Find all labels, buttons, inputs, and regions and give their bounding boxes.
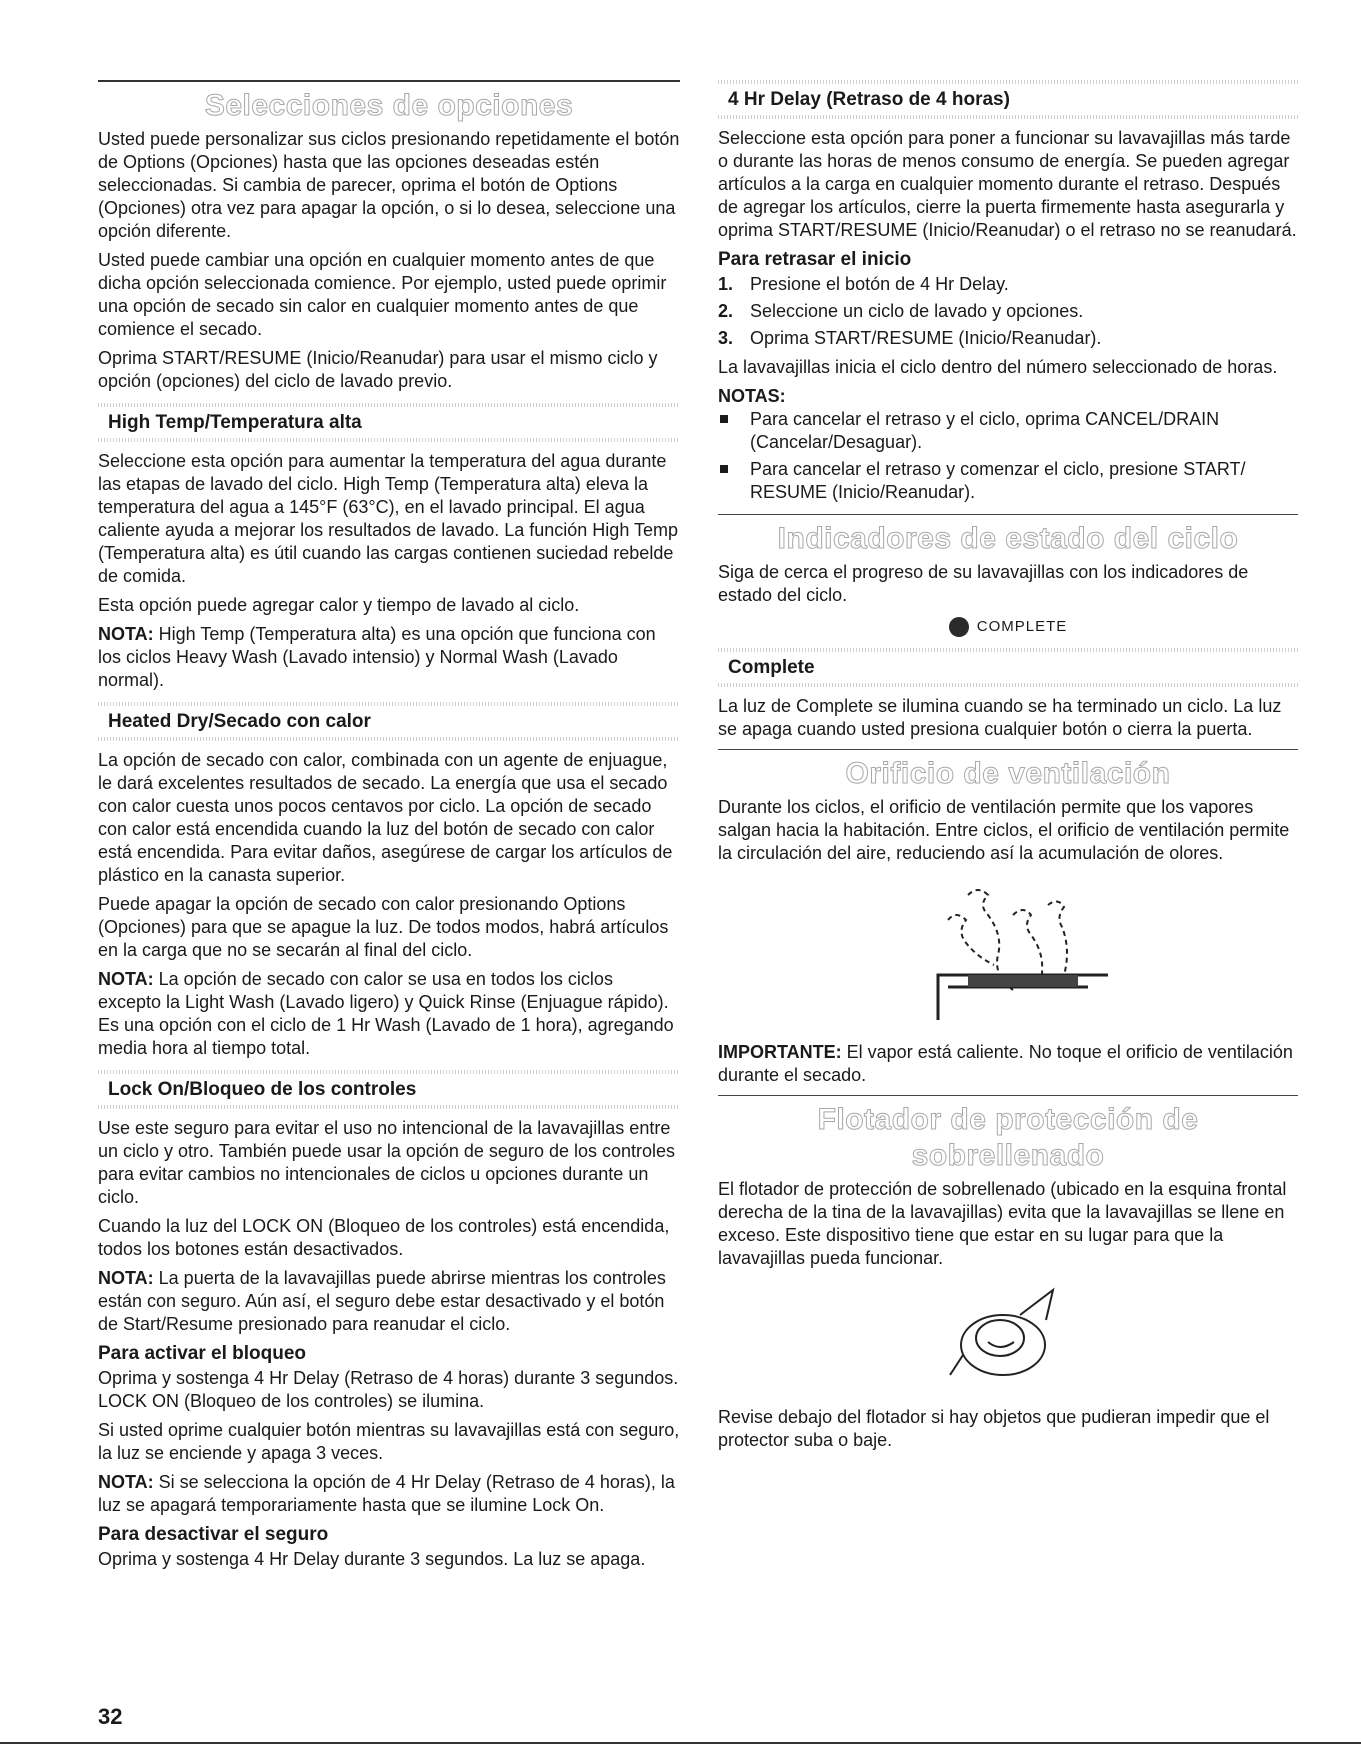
important-label: IMPORTANTE: [718,1042,842,1062]
notes-label: NOTAS: [718,386,786,406]
subhead-4hr-delay: 4 Hr Delay (Retraso de 4 horas) [718,80,1298,119]
step-text: Seleccione un ciclo de lavado y opciones. [750,301,1084,321]
complete-paragraph: La luz de Complete se ilumina cuando se ha terminado un ciclo. La luz se apaga cuando usted presiona cualquier botón o cierra la puerta. [718,696,1282,739]
heading-activate-lock: Para activar el bloqueo [98,1343,307,1364]
vent-illustration [718,875,1298,1031]
list-item [718,327,1298,350]
high-temp-paragraph: Seleccione esta opción para aumentar la temperatura del agua durante las etapas de lavado del ciclo. High Temp (Temperatura alta) eleva la temperatura del agua a 145°F (63°C), en el lavado principal. El agua caliente ayuda a mejorar los resultados de lavado. La función High Temp (Temperatura alta) es útil cuando las cargas contienen suciedad rebelde de comida. [98,451,679,586]
vent-paragraph: Durante los ciclos, el orificio de ventilación permite que los vapores salgan hacia la habitación. Entre ciclos, el orificio de ventilación permite la circulación del aire, reduciendo así la acumulación de olores. [718,797,1290,863]
bottom-rule [0,1742,1361,1744]
top-rule [98,80,680,82]
activate-note [98,1471,680,1517]
left-column [98,80,680,1577]
list-item [718,273,1298,296]
step-number: 2. [718,301,734,321]
subhead-heated-dry: Heated Dry/Secado con calor [98,702,680,741]
right-column [718,80,1298,1458]
note-text: Si se selecciona la opción de 4 Hr Delay (Retraso de 4 horas), la luz se apagará temporariamente hasta que se ilumine Lock On. [98,1472,675,1515]
activate-paragraph: Oprima y sostenga 4 Hr Delay (Retraso de 4 horas) durante 3 segundos. LOCK ON (Bloqueo de los controles) se ilumina. [98,1368,679,1411]
complete-indicator [718,615,1298,638]
list-item [718,300,1298,323]
delay-paragraph: Seleccione esta opción para poner a funcionar su lavavajillas más tarde o durante las horas de menos consumo de energía. Se pueden agregar artículos a la carga en cualquier momento durante el retraso. Después de agregar los artículos, cierre la puerta firmemente hasta asegurarla y oprima START/RESUME (Inicio/Reanudar) o el retraso no se reanudará. [718,128,1297,240]
page-number: 32 [98,1704,123,1729]
intro-paragraph: Usted puede cambiar una opción en cualquier momento antes de que dicha opción seleccionada comience. Por ejemplo, usted puede oprimir una opción de secado sin calor en cualquier momento antes de que comience el secado. [98,250,667,339]
delay-paragraph: La lavavajillas inicia el ciclo dentro del número seleccionado de horas. [718,357,1278,377]
step-number: 1. [718,274,734,294]
activate-paragraph: Si usted oprime cualquier botón mientras su lavavajillas está con seguro, la luz se enciende y apaga 3 veces. [98,1420,680,1463]
indicators-paragraph: Siga de cerca el progreso de su lavavajillas con los indicadores de estado del ciclo. [718,562,1249,605]
high-temp-note [98,623,680,692]
divider [718,514,1298,515]
section-title-options: Selecciones de opciones [204,89,574,122]
lock-on-paragraph: Cuando la luz del LOCK ON (Bloqueo de los controles) está encendida, todos los botones están desactivados. [98,1216,670,1259]
float-paragraph: El flotador de protección de sobrellenado (ubicado en la esquina frontal derecha de la tina de la lavavajillas) evita que la lavavajillas se llene en exceso. Este dispositivo tiene que estar en su lugar para que la lavavajillas pueda funcionar. [718,1179,1287,1268]
heated-dry-paragraph: Puede apagar la opción de secado con calor presionando Options (Opciones) para que se apague la luz. De todos modos, habrá artículos en la carga que no se secarán al final del ciclo. [98,894,669,960]
divider [718,749,1298,750]
steam-vent-icon [898,875,1118,1025]
note-text: High Temp (Temperatura alta) es una opción que funciona con los ciclos Heavy Wash (Lavado intensio) y Normal Wash (Lavado normal). [98,624,656,690]
note-label: NOTA: [98,969,154,989]
divider [718,1095,1298,1096]
important-text: El vapor está caliente. No toque el orificio de ventilación durante el secado. [718,1042,1293,1085]
note-label: NOTA: [98,1268,154,1288]
high-temp-paragraph: Esta opción puede agregar calor y tiempo de lavado al ciclo. [98,595,580,615]
note-text: Para cancelar el retraso y comenzar el ciclo, presione START/ RESUME (Inicio/Reanudar). [750,459,1246,502]
lock-on-note [98,1267,680,1336]
delay-steps-list [718,273,1298,350]
overfill-float-icon [928,1280,1088,1390]
indicator-label: COMPLETE [976,618,1068,635]
section-title-float: Flotador de protección de sobrellenado [817,1103,1199,1172]
important-note [718,1041,1298,1087]
heated-dry-paragraph: La opción de secado con calor, combinada con un agente de enjuague, le dará excelentes resultados de secado. La energía que usa el secado con calor cuesta unos pocos centavos por ciclo. La opción de secado con calor está encendida cuando la luz del botón de secado con calor está encendida. Para evitar daños, asegúrese de cargar los artículos de plástico en la canasta superior. [98,750,673,885]
step-number: 3. [718,328,734,348]
heading-delay-start: Para retrasar el inicio [718,249,912,270]
indicator-light-icon [949,617,969,637]
step-text: Oprima START/RESUME (Inicio/Reanudar). [750,328,1102,348]
intro-paragraph: Usted puede personalizar sus ciclos presionando repetidamente el botón de Options (Opciones) hasta que las opciones deseadas estén seleccionadas. Si cambia de parecer, oprima el botón de Options (Opciones) otra vez para apagar la opción, o si lo desea, seleccione una opción diferente. [98,129,680,241]
subhead-lock-on: Lock On/Bloqueo de los controles [98,1070,680,1109]
note-label: NOTA: [98,1472,154,1492]
subhead-complete: Complete [718,648,1298,687]
note-label: NOTA: [98,624,154,644]
note-text: Para cancelar el retraso y el ciclo, oprima CANCEL/DRAIN (Cancelar/Desaguar). [750,409,1220,452]
intro-paragraph: Oprima START/RESUME (Inicio/Reanudar) para usar el mismo ciclo y opción (opciones) del ciclo de lavado previo. [98,348,658,391]
delay-notes-list [718,408,1298,504]
list-item [718,408,1298,454]
heading-deactivate-lock: Para desactivar el seguro [98,1524,329,1545]
list-item [718,458,1298,504]
deactivate-paragraph: Oprima y sostenga 4 Hr Delay durante 3 segundos. La luz se apaga. [98,1549,646,1569]
subhead-high-temp: High Temp/Temperatura alta [98,403,680,442]
note-text: La puerta de la lavavajillas puede abrirse mientras los controles están con seguro. Aún así, el seguro debe estar desactivado y el botón de Start/Resume presionado para reanudar el ciclo. [98,1268,666,1334]
float-paragraph: Revise debajo del flotador si hay objetos que pudieran impedir que el protector suba o baje. [718,1407,1270,1450]
heated-dry-note [98,968,680,1060]
section-title-indicators: Indicadores de estado del ciclo [777,522,1239,555]
float-illustration [718,1280,1298,1396]
note-text: La opción de secado con calor se usa en todos los ciclos excepto la Light Wash (Lavado ligero) y Quick Rinse (Enjuague rápido). Es una opción con el ciclo de 1 Hr Wash (Lavado de 1 hora), agregando media hora al tiempo total. [98,969,674,1058]
step-text: Presione el botón de 4 Hr Delay. [750,274,1009,294]
section-title-vent: Orificio de ventilación [845,757,1171,790]
bullet-icon [720,465,728,473]
bullet-icon [720,415,728,423]
lock-on-paragraph: Use este seguro para evitar el uso no intencional de la lavavajillas entre un ciclo y otro. También puede usar la opción de seguro de los controles para evitar cambios no intencionales de ciclos u opciones durante un ciclo. [98,1118,676,1207]
